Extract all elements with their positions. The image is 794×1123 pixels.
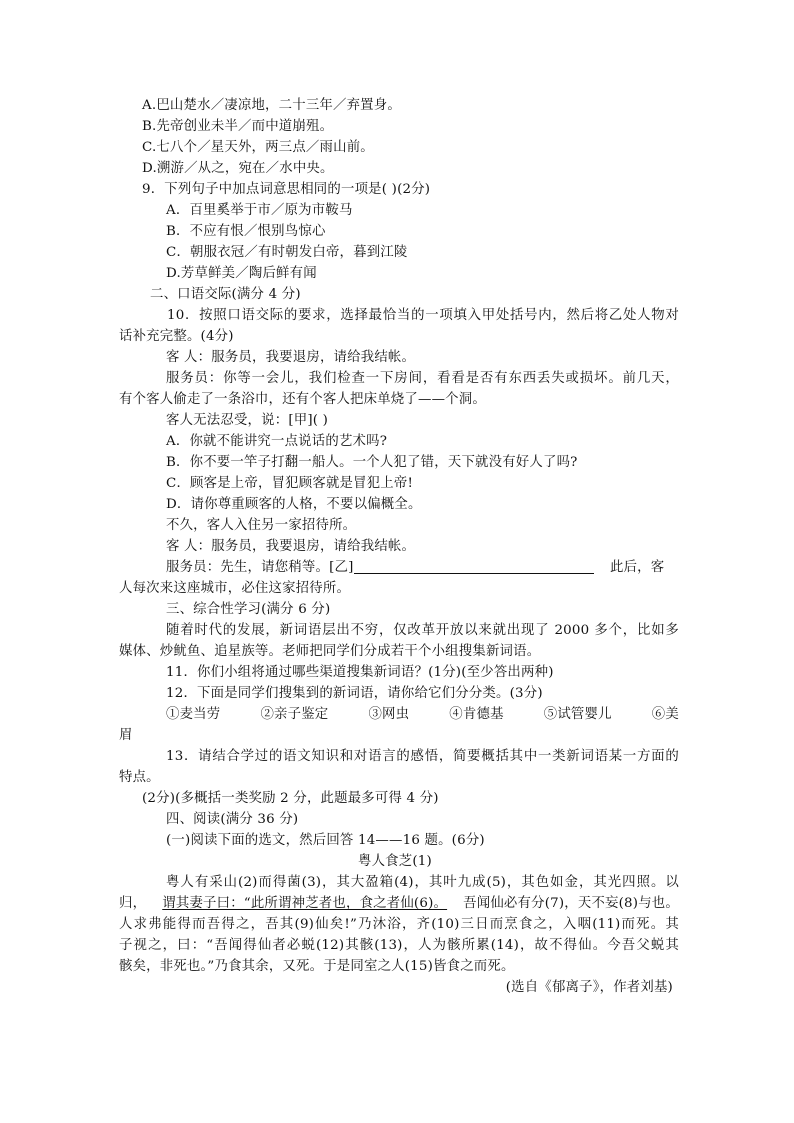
question-12: 12．下面是同学们搜集到的新词语，请你给它们分分类。(3分) [166, 686, 543, 701]
q10-option-a: A．你就不能讲究一点说话的艺术吗? [166, 434, 388, 449]
word-item: ②亲子鉴定 [260, 707, 329, 722]
dialogue-staff-1-cont: 有个客人偷走了一条浴巾，还有个客人把床单烧了——个洞。 [119, 392, 486, 407]
dialogue-staff-2-cont: 人每次来这座城市，必住这家招待所。 [119, 581, 351, 596]
section-heading-comprehensive: 三、综合性学习(满分 6 分) [166, 602, 331, 617]
word-item: ①麦当劳 [166, 707, 221, 722]
q9-option-b: B．不应有恨／恨别鸟惊心 [166, 224, 326, 239]
comprehensive-intro-1: 随着时代的发展，新词语层出不穷，仅改革开放以来就出现了 2000 多个，比如多 [166, 623, 679, 638]
question-13-line-2: 特点。 [119, 770, 160, 785]
passage-line-4: 子视之，曰：“吾闻得仙者必蜕(12)其骸(13)，人为骸所累(14)，故不得仙。今吾父蜕其 [119, 938, 679, 953]
new-word-list [119, 705, 679, 725]
option-a-poem: A.巴山楚水／凄凉地，二十三年／弃置身。 [142, 98, 401, 113]
section-heading-oral: 二、口语交际(满分 4 分) [150, 287, 301, 302]
q10-option-d: D．请你尊重顾客的人格，不要以偏概全。 [166, 497, 422, 512]
word-item-cont: 眉 [119, 728, 133, 743]
word-item: ③网虫 [368, 707, 410, 722]
dialogue-staff-2: 服务员：先生，请您稍等。[乙] [166, 558, 594, 578]
comprehensive-intro-2: 媒体、炒鱿鱼、追星族等。老师把同学们分成若干个小组搜集新词语。 [119, 644, 541, 659]
word-item: ⑥美 [651, 707, 679, 722]
question-11: 11．你们小组将通过哪些渠道搜集新词语？(1分)(至少答出两种) [166, 665, 554, 680]
word-item: ⑤试管婴儿 [543, 707, 612, 722]
q9-option-d: D.芳草鲜美／陶后鲜有闻 [166, 266, 317, 281]
passage-line-1: 粤人有采山(2)而得菌(3)，其大盈箱(4)，其叶九成(5)，其色如金，其光四照。以 [166, 875, 679, 890]
dialogue-guest-reply: 客人无法忍受，说：[甲]( ) [166, 413, 329, 428]
reading-instruction: (一)阅读下面的选文，然后回答 14——16 题。(6分) [166, 833, 485, 848]
q10-option-c: C．顾客是上帝，冒犯顾客就是冒犯上帝! [166, 476, 414, 491]
word-item: ④肯德基 [449, 707, 504, 722]
dialogue-guest-1: 客 人：服务员，我要退房，请给我结帐。 [166, 350, 416, 365]
option-b-poem: B.先帝创业未半／而中道崩殂。 [142, 119, 334, 134]
answer-blank[interactable] [354, 559, 594, 574]
dialogue-guest-2: 客 人：服务员，我要退房，请给我结帐。 [166, 539, 416, 554]
dialogue-staff-1: 服务员：你等一会儿，我们检查一下房间，看看是否有东西丢失或损坏。前几天， [166, 371, 679, 386]
passage-source: (选自《郁离子》，作者刘基) [505, 980, 673, 995]
option-d-poem: D.溯游／从之，宛在／水中央。 [142, 161, 334, 176]
underlined-sentence: 谓其妻子曰：“此所谓神芝者也，食之者仙(6)。 [162, 896, 448, 911]
passage-line-5: 骸矣，非死也。”乃食其余，又死。于是同室之人(15)皆食之而死。 [119, 959, 515, 974]
q9-option-a: A．百里奚举于市／原为市鞍马 [166, 203, 353, 218]
q9-option-c: C．朝服衣冠／有时朝发白帝，暮到江陵 [166, 245, 408, 260]
question-10-line-2: 话补充完整。(4分) [119, 329, 234, 344]
question-13-line-1: 13．请结合学过的语文知识和对语言的感悟，简要概括其中一类新词语某一方面的 [166, 749, 679, 764]
question-9: 9．下列句子中加点词意思相同的一项是( )(2分) [142, 182, 431, 197]
question-10-line-1: 10．按照口语交际的要求，选择最恰当的一项填入甲处括号内，然后将乙处人物对 [167, 308, 679, 323]
passage-line-3: 人求弗能得而吾得之，吾其(9)仙矣!”乃沐浴，齐(10)三日而烹食之，入咽(11)而死。其 [119, 917, 679, 932]
passage-line-2: 归， 谓其妻子曰：“此所谓神芝者也，食之者仙(6)。 吾闻仙必有分(7)，天不妄(8)与也。 [119, 894, 679, 914]
dialogue-narration: 不久，客人入住另一家招待所。 [166, 518, 357, 533]
q10-option-b: B．你不要一竿子打翻一船人。一个人犯了错，天下就没有好人了吗? [166, 455, 578, 470]
option-c-poem: C.七八个／星天外，两三点／雨山前。 [142, 140, 374, 155]
passage-title: 粤人食芝(1) [358, 854, 432, 869]
question-13-scoring: (2分)(多概括一类奖励 2 分，此题最多可得 4 分) [142, 791, 439, 806]
section-heading-reading: 四、阅读(满分 36 分) [166, 812, 299, 827]
dialogue-staff-2-tail: 此后，客 [610, 560, 665, 575]
